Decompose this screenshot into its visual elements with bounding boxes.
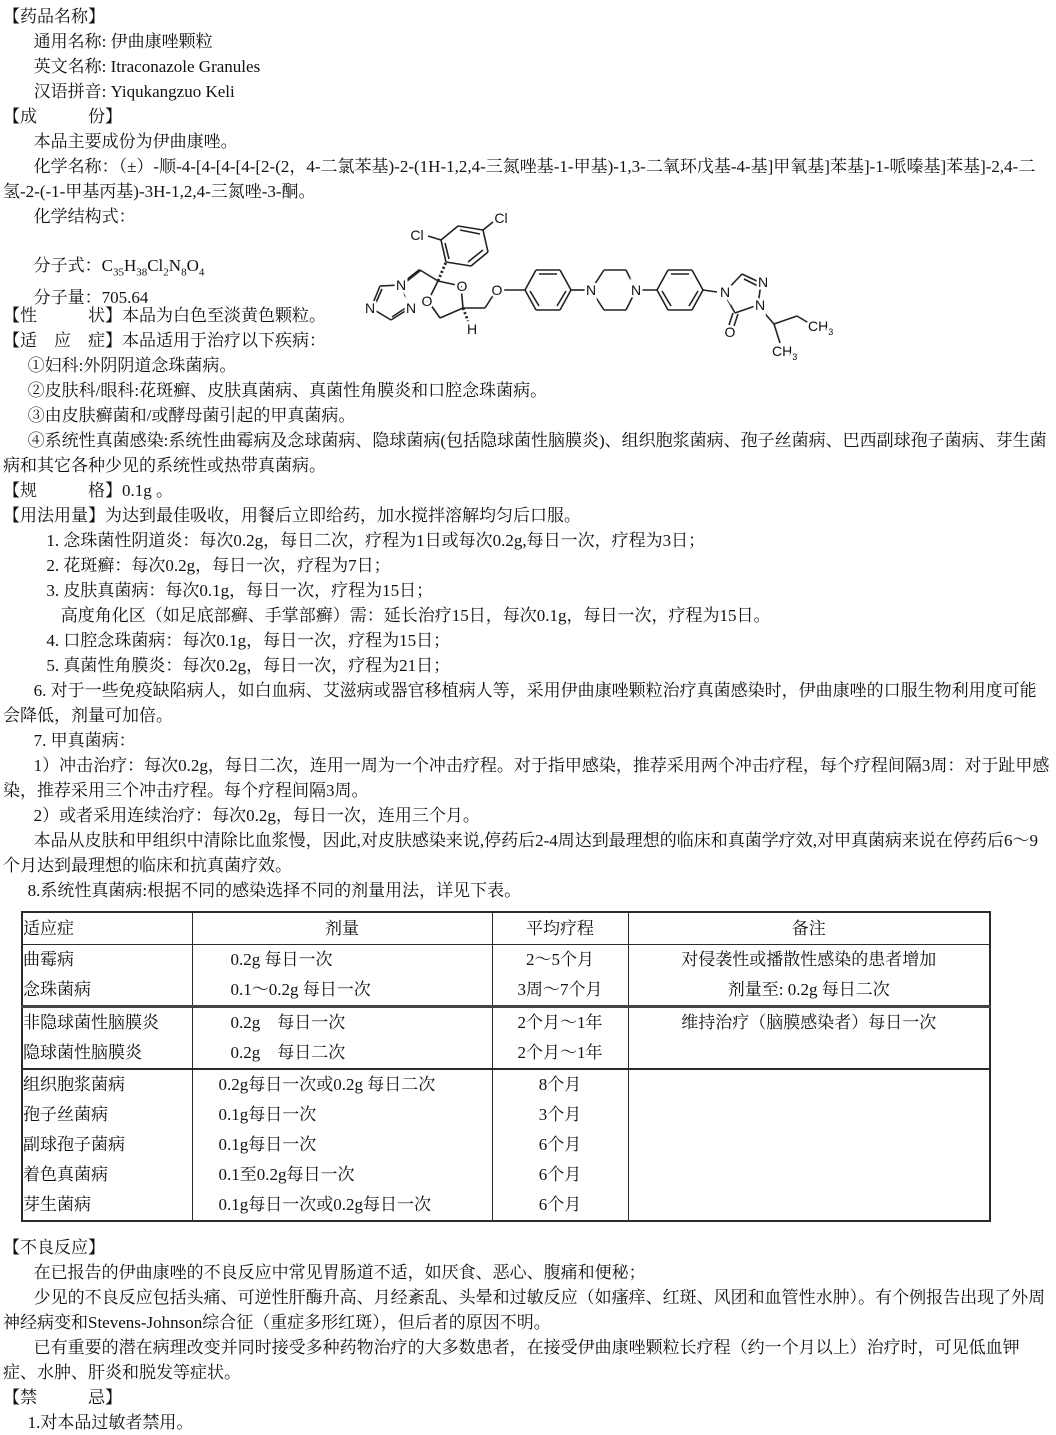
table-cell: 0.2g 每日一次 xyxy=(192,945,492,976)
table-cell: 6个月 xyxy=(492,1190,628,1221)
table-cell: 6个月 xyxy=(492,1130,628,1160)
table-cell: 对侵袭性或播散性感染的患者增加 xyxy=(628,945,990,976)
systemic-mycosis-dosage-table xyxy=(21,911,991,1222)
table-cell: 维持治疗（脑膜感染者）每日一次 xyxy=(628,1007,990,1039)
atom-label-o: O xyxy=(421,293,433,309)
table-cell: 6个月 xyxy=(492,1160,628,1190)
molecular-weight-value: 705.64 xyxy=(101,288,149,308)
atom-label-cl: Cl xyxy=(494,210,508,226)
section-heading: 【规 格】0.1g 。 xyxy=(3,481,173,500)
leaflet-mid-sections xyxy=(3,303,1050,903)
table-cell: 0.1g每日一次 xyxy=(192,1130,492,1160)
table-cell: 0.1至0.2g每日一次 xyxy=(192,1160,492,1190)
paragraph: 高度角化区（如足底部癣、手掌部癣）需：延长治疗15日，每次0.1g，每日一次，疗程为15日。 xyxy=(60,606,771,625)
table-cell: 2～5个月 xyxy=(492,945,628,976)
table-column-header: 适应症 xyxy=(22,912,192,945)
table-row xyxy=(22,1130,990,1160)
table-row xyxy=(22,1069,990,1100)
table-cell xyxy=(628,1069,990,1100)
table-cell: 3周～7个月 xyxy=(492,975,628,1007)
paragraph: 通用名称: 伊曲康唑颗粒 xyxy=(33,32,213,51)
paragraph: 4. 口腔念珠菌病：每次0.1g，每日一次，疗程为15日； xyxy=(46,631,451,650)
paragraph: 8.系统性真菌病:根据不同的感染选择不同的剂量用法，详见下表。 xyxy=(27,881,522,900)
table-cell: 非隐球菌性脑膜炎 xyxy=(22,1007,192,1039)
paragraph: ④系统性真菌感染:系统性曲霉病及念球菌病、隐球菌病(包括隐球菌性脑膜炎)、组织胞浆菌病、孢子丝菌病、巴西副球孢子菌病、芽生菌病和其它各种少见的系统性或热带真菌病。 xyxy=(3,431,1047,475)
table-cell: 曲霉病 xyxy=(22,945,192,976)
atom-label-h: H xyxy=(466,321,478,337)
table-row xyxy=(22,975,990,1007)
paragraph: 1）冲击治疗：每次0.2g，每日二次，连用一周为一个冲击疗程。对于指甲感染，推荐采用两个冲击疗程，每个疗程间隔3周：对于趾甲感染，推荐采用三个冲击疗程。每个疗程间隔3周。 xyxy=(3,756,1050,800)
table-cell: 副球孢子菌病 xyxy=(22,1130,192,1160)
table-cell xyxy=(628,1100,990,1130)
chemical-structure-diagram xyxy=(360,210,835,363)
atom-label-n: N xyxy=(630,282,642,298)
table-cell xyxy=(628,1160,990,1190)
leaflet-top-sections xyxy=(3,4,1050,229)
table-column-header: 平均疗程 xyxy=(492,912,628,945)
atom-label-n: N xyxy=(719,284,731,300)
paragraph: 本品主要成份为伊曲康唑。 xyxy=(33,132,238,151)
table-column-header: 备注 xyxy=(628,912,990,945)
paragraph: 已有重要的潜在病理改变并同时接受多种药物治疗的大多数患者，在接受伊曲康唑颗粒长疗程（约一个月以上）治疗时，可见低血钾症、水肿、肝炎和脱发等症状。 xyxy=(3,1338,1020,1382)
atom-label-n: N xyxy=(757,274,769,290)
paragraph: 6. 对于一些免疫缺陷病人，如白血病、艾滋病或器官移植病人等，采用伊曲康唑颗粒治疗真菌感染时，伊曲康唑的口服生物利用度可能会降低，剂量可加倍。 xyxy=(3,681,1037,725)
paragraph: 化学结构式： xyxy=(33,207,136,226)
table-row xyxy=(22,945,990,976)
table-cell: 0.2g 每日二次 xyxy=(192,1038,492,1069)
paragraph: 化学名称：（±）-顺-4-[4-[4-[4-[2-(2，4-二氯苯基)-2-(1H-1,2,4-三氮唑基-1-甲基)-1,3-二氧环戊基-4-基]甲氧基]苯基]-1-哌嗪基]苯基]-2,4-二氢-2-(-1-甲基丙基)-3H-1,2,4-三氮唑-3-酮。 xyxy=(3,157,1036,201)
table-cell: 3个月 xyxy=(492,1100,628,1130)
atom-label-n: N xyxy=(405,300,417,316)
section-heading: 【成 份】 xyxy=(3,107,122,126)
table-cell: 0.2g每日一次或0.2g 每日二次 xyxy=(192,1069,492,1100)
section-heading: 【适 应 症】本品适用于治疗以下疾病： xyxy=(3,331,326,350)
paragraph: 在已报告的伊曲康唑的不良反应中常见胃肠道不适，如厌食、恶心、腹痛和便秘； xyxy=(33,1263,646,1282)
paragraph: ①妇科:外阴阴道念珠菌病。 xyxy=(27,356,237,375)
table-row xyxy=(22,1007,990,1039)
table-cell: 0.1g每日一次或0.2g每日一次 xyxy=(192,1190,492,1221)
paragraph: 5. 真菌性角膜炎：每次0.2g，每日一次，疗程为21日； xyxy=(46,656,451,675)
table-column-header: 剂量 xyxy=(192,912,492,945)
paragraph: 汉语拼音: Yiqukangzuo Keli xyxy=(33,82,235,101)
table-cell: 着色真菌病 xyxy=(22,1160,192,1190)
atom-label-o: O xyxy=(491,282,503,298)
paragraph: ②皮肤科/眼科:花斑癣、皮肤真菌病、真菌性角膜炎和口腔念珠菌病。 xyxy=(27,381,548,400)
table-cell xyxy=(628,1130,990,1160)
table-cell: 孢子丝菌病 xyxy=(22,1100,192,1130)
section-heading: 【药品名称】 xyxy=(3,7,105,26)
table-row xyxy=(22,1160,990,1190)
atom-label-n: N xyxy=(364,300,376,316)
molecular-formula-label: 分子式： xyxy=(33,256,102,275)
atom-label-ch3: $CH_3$ xyxy=(772,343,798,362)
table-cell: 0.1～0.2g 每日一次 xyxy=(192,975,492,1007)
atom-label-n: N xyxy=(395,277,407,293)
section-heading: 【性 状】本品为白色至淡黄色颗粒。 xyxy=(3,306,326,325)
table-cell: 2个月～1年 xyxy=(492,1007,628,1039)
table-row xyxy=(22,1190,990,1221)
atom-label-o: O xyxy=(724,324,736,340)
atom-label-ch3: $CH_3$ xyxy=(808,318,834,337)
table-cell: 组织胞浆菌病 xyxy=(22,1069,192,1100)
table-cell: 0.1g每日一次 xyxy=(192,1100,492,1130)
paragraph: 3. 皮肤真菌病：每次0.1g，每日一次，疗程为15日； xyxy=(46,581,434,600)
paragraph: 英文名称: Itraconazole Granules xyxy=(33,57,261,76)
paragraph: ③由皮肤癣菌和/或酵母菌引起的甲真菌病。 xyxy=(27,406,356,425)
paragraph: 2）或者采用连续治疗：每次0.2g，每日一次，连用三个月。 xyxy=(33,806,480,825)
table-cell: 隐球菌性脑膜炎 xyxy=(22,1038,192,1069)
molecular-weight-label: 分子量： xyxy=(33,288,102,308)
table-cell: 8个月 xyxy=(492,1069,628,1100)
atom-label-n: N xyxy=(585,282,597,298)
section-heading: 【禁 忌】 xyxy=(3,1388,122,1407)
paragraph: 少见的不良反应包括头痛、可逆性肝酶升高、月经紊乱、头晕和过敏反应（如瘙痒、红斑、风团和血管性水肿）。有个例报告出现了外周神经病变和Stevens-Johnson综合征（重症多形红斑），但后者的原因不明。 xyxy=(3,1288,1046,1332)
leaflet-bottom-sections xyxy=(3,1235,1050,1435)
table-header-row xyxy=(22,912,990,945)
table-cell xyxy=(628,1190,990,1221)
table-cell: 剂量至: 0.2g 每日二次 xyxy=(628,975,990,1007)
table-cell: 芽生菌病 xyxy=(22,1190,192,1221)
paragraph: 本品从皮肤和甲组织中清除比血浆慢，因此,对皮肤感染来说,停药后2-4周达到最理想的临床和真菌学疗效,对甲真菌病来说在停药后6～9个月达到最理想的临床和抗真菌疗效。 xyxy=(3,831,1039,875)
paragraph: 2. 花斑癣：每次0.2g，每日一次，疗程为7日； xyxy=(46,556,391,575)
paragraph: 7. 甲真菌病： xyxy=(33,731,136,750)
table-cell: 念珠菌病 xyxy=(22,975,192,1007)
paragraph: 1. 念珠菌性阴道炎：每次0.2g，每日二次，疗程为1日或每次0.2g,每日一次，疗程为3日； xyxy=(46,531,706,550)
atom-label-o: O xyxy=(456,278,468,294)
table-cell: 0.2g 每日一次 xyxy=(192,1007,492,1039)
table-row xyxy=(22,1100,990,1130)
section-heading: 【不良反应】 xyxy=(3,1238,105,1257)
atom-label-cl: Cl xyxy=(410,227,424,243)
table-cell xyxy=(628,1038,990,1069)
molecular-formula-value: $C_{35}H_{38}Cl_2N_8O_4$ xyxy=(101,256,205,279)
table-row xyxy=(22,1038,990,1069)
atom-label-n: N xyxy=(754,297,766,313)
section-heading: 【用法用量】为达到最佳吸收，用餐后立即给药，加水搅拌溶解均匀后口服。 xyxy=(3,506,581,525)
table-cell: 2个月～1年 xyxy=(492,1038,628,1069)
paragraph: 1.对本品过敏者禁用。 xyxy=(27,1413,194,1432)
